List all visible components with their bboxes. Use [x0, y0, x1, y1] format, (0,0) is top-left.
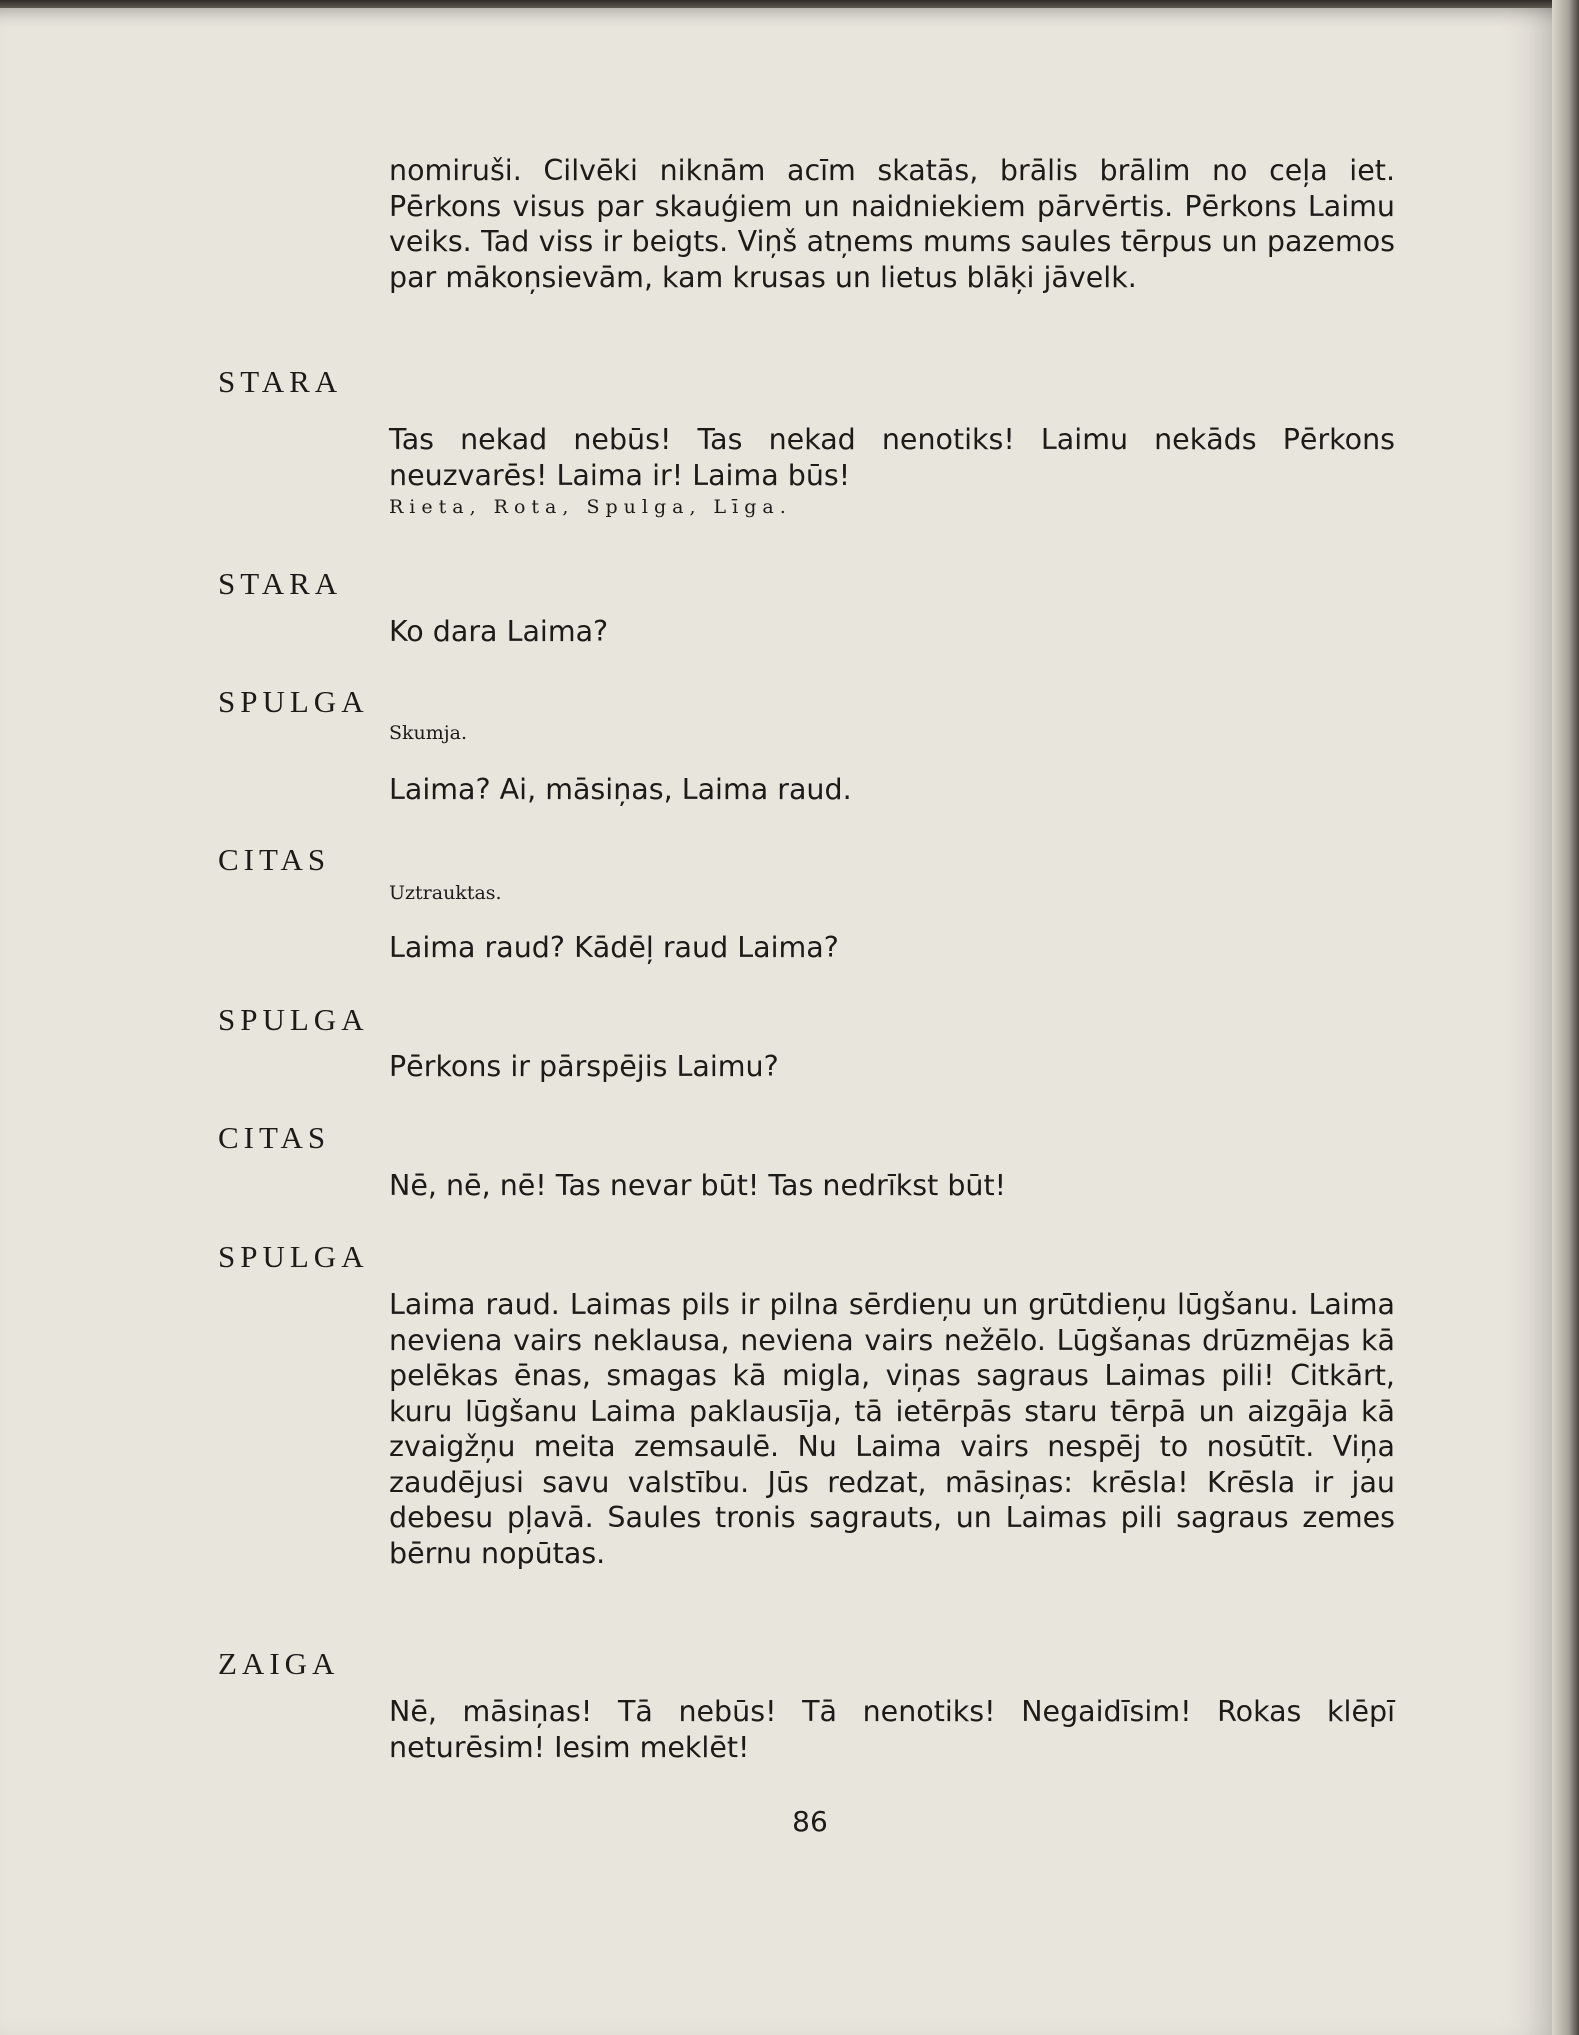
speaker-zaiga: ZAIGA [218, 1646, 340, 1681]
book-spine-shadow [1552, 0, 1579, 2035]
stage-direction-names: Rieta, Rota, Spulga, Līga. [389, 496, 792, 518]
speaker-spulga-3: SPULGA [218, 1239, 369, 1274]
speech-stara-1: Tas nekad nebūs! Tas nekad nenotiks! Laimu nekāds Pērkons neuzvarēs! Laima ir! Laima būs! [389, 423, 1395, 492]
speech-spulga-1: Laima? Ai, māsiņas, Laima raud. [389, 773, 852, 806]
speech-stara-2: Ko dara Laima? [389, 615, 609, 648]
speaker-stara-1: STARA [218, 364, 343, 399]
speaker-stara-2: STARA [218, 566, 343, 601]
speech-spulga-3: Laima raud. Laimas pils ir pilna sērdieņu un grūtdieņu lūgšanu. Laima neviena vairs neklausa, neviena vairs nežēlo. Lūgšanas drūzmējas kā pelēkas ēnas, smagas kā migla, viņas sagraus Laimas pili! Citkārt, kuru lūgšanu Laima paklausīja, tā ietērpās staru tērpā un aizgāja kā zvaigžņu meita zemsaulē. Nu Laima vairs nespēj to nosūtīt. Viņa zaudējusi savu valstību. Jūs redzat, māsiņas: krēsla! Krēsla ir jau debesu pļavā. Saules tronis sagrauts, un Laimas pili sagraus zemes bērnu nopūtas. [389, 1288, 1395, 1570]
opening-speech: nomiruši. Cilvēki niknām acīm skatās, brālis brālim no ceļa iet. Pērkons visus par skauģiem un naidniekiem pārvērtis. Pērkons Laimu veiks. Tad viss ir beigts. Viņš atņems mums saules tērpus un pazemos par mākoņsievām, kam krusas un lietus blāķi jāvelk. [389, 154, 1395, 294]
speaker-citas-1: CITAS [218, 842, 331, 877]
speaker-spulga-1: SPULGA [218, 684, 369, 719]
speech-citas-1: Laima raud? Kādēļ raud Laima? [389, 931, 839, 964]
speech-zaiga: Nē, māsiņas! Tā nebūs! Tā nenotiks! Negaidīsim! Rokas klēpī neturēsim! Iesim meklēt! [389, 1695, 1395, 1764]
book-page [0, 8, 1552, 2035]
stage-direction-skumja: Skumja. [389, 722, 468, 744]
speaker-citas-2: CITAS [218, 1120, 331, 1155]
speaker-spulga-2: SPULGA [218, 1002, 369, 1037]
speech-spulga-2: Pērkons ir pārspējis Laimu? [389, 1050, 779, 1083]
stage-direction-uztrauktas: Uztrauktas. [389, 882, 502, 904]
page-number: 86 [792, 1805, 828, 1838]
speech-citas-2: Nē, nē, nē! Tas nevar būt! Tas nedrīkst būt! [389, 1169, 1007, 1202]
